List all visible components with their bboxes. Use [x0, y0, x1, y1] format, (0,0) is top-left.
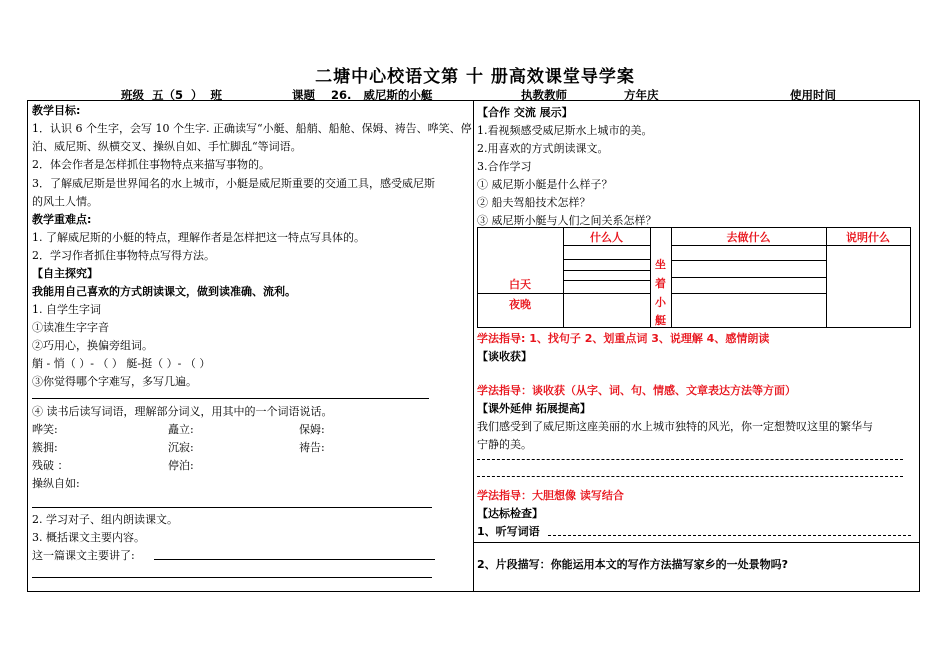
header-who: 什么人 — [590, 231, 623, 244]
self-study-1: 1. 自学生字词 — [32, 303, 101, 316]
dashed-answer-line — [477, 459, 903, 460]
class-label: 班级 五（5 ） 班 — [121, 88, 223, 102]
summary-line — [32, 577, 432, 578]
table-border — [563, 245, 650, 246]
center-char: 坐 — [655, 258, 666, 271]
column-divider — [473, 100, 474, 592]
key-2: 2．学习作者抓住事物特点写得方法。 — [32, 249, 215, 262]
word-cao-zong-zi-ru: 操纵自如: — [32, 477, 80, 490]
table-border — [563, 259, 650, 260]
teacher-label: 执教教师 — [521, 88, 567, 102]
extension-text-a: 我们感受到了威尼斯这座美丽的水上城市独特的风光，你一定想赞叹这里的繁华与 — [477, 420, 873, 433]
method-guide-2: 学法指导：谈收获（从字、词、句、情感、文章表达方法等方面） — [477, 384, 796, 397]
table-border — [671, 293, 826, 294]
goal-1-line-b: 泊、威尼斯、纵横交叉、操纵自如、手忙脚乱“等词语。 — [32, 140, 302, 153]
dictation-line — [548, 535, 911, 536]
word-chen-ji: 沉寂: — [168, 441, 194, 454]
goal-1-line-a: 1．认识 6 个生字，会写 10 个生字. 正确读写“小艇、船艄、船舱、保姆、祷告、哗笑、停 — [32, 122, 472, 135]
table-border — [671, 277, 826, 278]
table-border — [477, 227, 911, 228]
table-border — [563, 270, 650, 271]
center-char: 艇 — [655, 314, 666, 327]
coop-3c: ③ 威尼斯小艇与人们之间关系怎样？ — [477, 214, 657, 227]
extension-heading: 【课外延伸 拓展提高】 — [477, 402, 591, 415]
self-study-2: 2. 学习对子、组内朗读课文。 — [32, 513, 178, 526]
self-study-instruction: 我能用自己喜欢的方式朗读课文，做到读准确、流利。 — [32, 285, 296, 298]
extension-text-b: 宁静的美。 — [477, 438, 532, 451]
self-study-1e: ④ 读书后读写词语，理解部分词义，用其中的一个词语说话。 — [32, 405, 333, 418]
word-chu-li: 矗立: — [168, 423, 194, 436]
self-study-1b: ②巧用心，换偏旁组词。 — [32, 339, 153, 352]
table-border — [671, 260, 826, 261]
goal-2: 2．体会作者是怎样抓住事物特点来描写事物的。 — [32, 158, 270, 171]
row-night: 夜晚 — [509, 298, 531, 311]
check-2: 2、片段描写：你能运用本文的写作方法描写家乡的一处景物吗? — [477, 558, 789, 571]
radical-exercise: 艄 - 悄（ ）- （ ） 艇-挺（ ）- （ ） — [32, 357, 211, 370]
row-daytime: 白天 — [509, 278, 531, 291]
teacher-name: 方年庆 — [624, 88, 659, 102]
topic-label: 课题 26. 威尼斯的小艇 — [292, 88, 433, 102]
key-1: 1. 了解威尼斯的小艇的特点，理解作者是怎样把这一特点写具体的。 — [32, 231, 365, 244]
table-border — [910, 227, 911, 328]
word-bao-mu: 保姆: — [299, 423, 325, 436]
word-ting-bo: 停泊: — [168, 459, 194, 472]
table-border — [563, 280, 650, 281]
writing-line — [32, 398, 429, 399]
method-guide-1: 学法指导: 1、找句子 2、划重点词 3、说理解 4、感情朗读 — [477, 332, 770, 345]
center-char: 小 — [655, 296, 666, 309]
method-guide-3: 学法指导：大胆想像 读写结合 — [477, 489, 624, 502]
check-1: 1、听写词语 — [477, 525, 540, 538]
time-label: 使用时间 — [790, 88, 836, 102]
coop-heading: 【合作 交流 展示】 — [477, 106, 573, 119]
table-border — [671, 245, 911, 246]
center-char: 着 — [655, 277, 666, 290]
page-title: 二塘中心校语文第 十 册高效课堂导学案 — [315, 67, 635, 87]
coop-3: 3.合作学习 — [477, 160, 532, 173]
word-cu-yong: 簇拥: — [32, 441, 58, 454]
word-dao-gao: 祷告: — [299, 441, 325, 454]
word-hua-xiao: 哗笑: — [32, 423, 58, 436]
coop-3b: ② 船夫驾船技术怎样？ — [477, 196, 591, 209]
self-study-3: 3. 概括课文主要内容。 — [32, 531, 145, 544]
check-heading: 【达标检查】 — [477, 507, 543, 520]
dashed-answer-line — [477, 476, 903, 477]
gain-heading: 【谈收获】 — [477, 350, 532, 363]
table-border — [477, 293, 563, 294]
self-study-1a: ①读准生字字音 — [32, 321, 109, 334]
coop-1: 1.看视频感受威尼斯水上城市的美。 — [477, 124, 653, 137]
self-study-heading: 【自主探究】 — [32, 267, 98, 280]
writing-line — [32, 507, 432, 508]
word-can-po: 残破 ： — [32, 459, 69, 472]
section-divider — [473, 542, 920, 543]
header-do-what: 去做什么 — [726, 231, 771, 244]
coop-2: 2.用喜欢的方式朗读课文。 — [477, 142, 609, 155]
goals-heading: 教学目标: — [32, 104, 81, 117]
table-border — [563, 293, 650, 294]
self-study-1d: ③你觉得哪个字难写，多写几遍。 — [32, 375, 197, 388]
key-heading: 教学重难点: — [32, 213, 92, 226]
summary-prompt: 这一篇课文主要讲了: — [32, 549, 135, 562]
coop-3a: ① 威尼斯小艇是什么样子？ — [477, 178, 613, 191]
header-explain: 说明什么 — [846, 231, 890, 244]
goal-3-line-a: 3．了解威尼斯是世界闻名的水上城市，小艇是威尼斯重要的交通工具，感受威尼斯 — [32, 177, 435, 190]
table-border — [477, 327, 911, 328]
summary-line — [154, 559, 435, 560]
goal-3-line-b: 的风土人情。 — [32, 195, 98, 208]
